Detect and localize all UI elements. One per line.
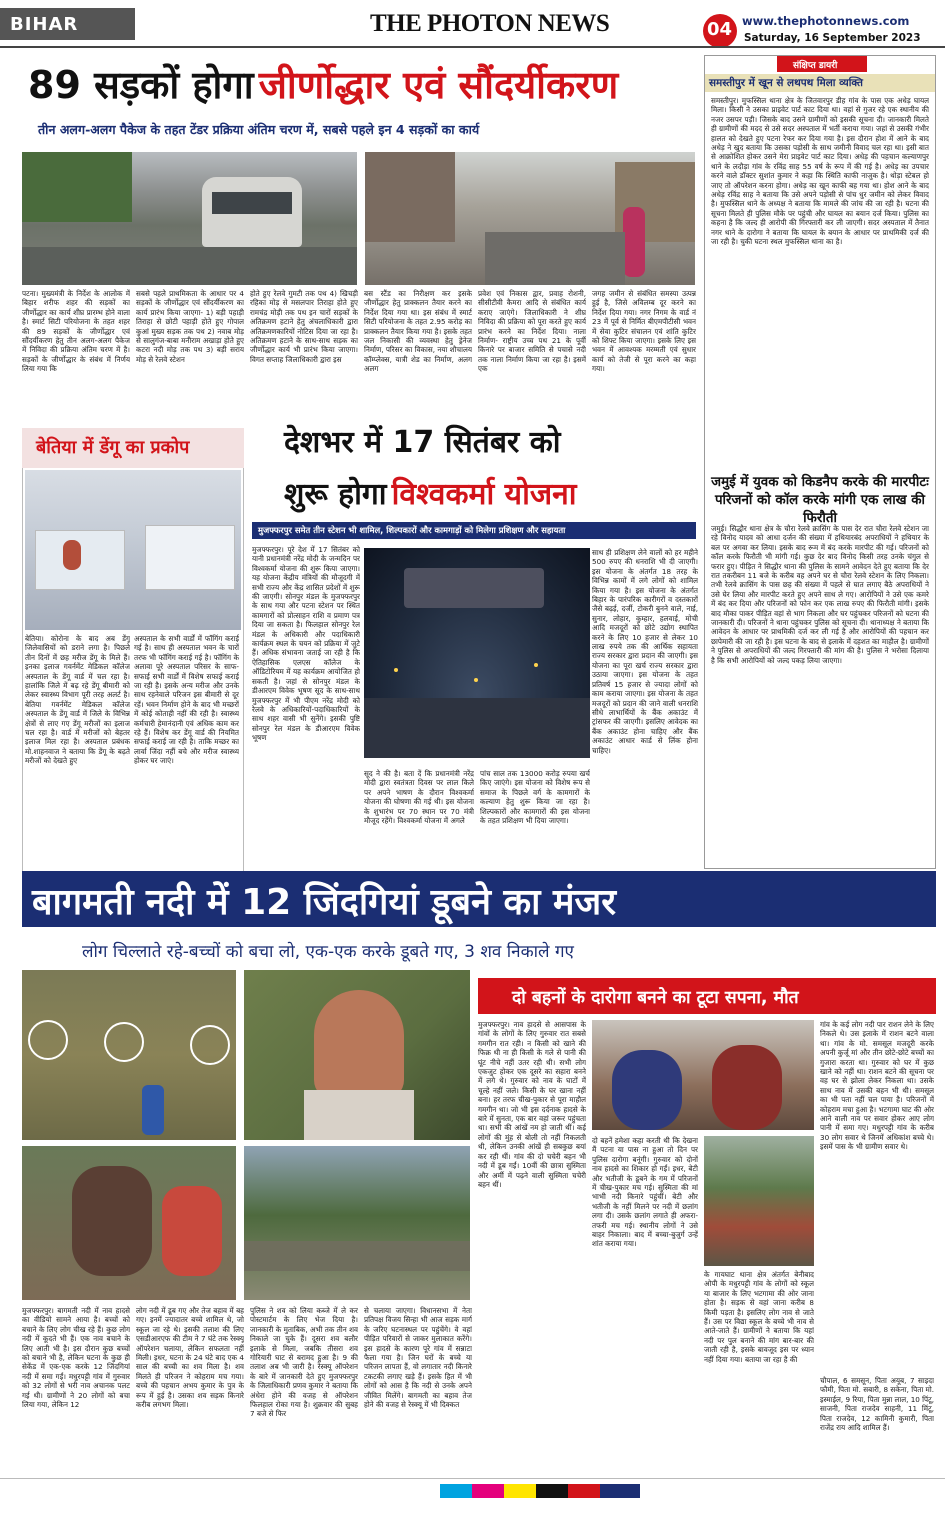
story2-photo-station <box>364 548 590 758</box>
story2-headline-black: शुरू होगा <box>284 477 387 512</box>
sidebar-head1: समस्तीपुर में खून से लथपथ मिला व्यक्ति <box>709 77 863 89</box>
story1-headline-black: 89 सड़कों होगा <box>28 63 254 107</box>
story3-subhead: लोग चिल्लाते रहे-बच्चों को बचा लो, एक-एक करके डूबते गए, 3 शव निकाले गए <box>82 942 574 962</box>
story3-photo-crowd <box>244 1146 470 1300</box>
sidebar-text1: समस्तीपुर। मुफस्सिल थाना क्षेत्र के जितवारपुर डीह गांव के पास एक अधेड़ घायल मिला। किसी ने उसका प्राइवेट पार्ट काट दिया था। वहां से गुजर रहे एक स्थानीय की नजर उसपर पड़ी। जिसके बाद उसने ग्रामीणों को इसकी सूचना दी। जानकारी मिलते ही ग्रामीणों की मदद से उसे सदर अस्पताल में भर्ती कराया गया। जहां से उसकी गंभीर हालत को देखते हुए पटना रेफर कर दिया गया है। इस दौरान होश में आने के बाद अधेड़ ने खुद बताया कि उसका पड़ोसी के साथ जमीनी विवाद चल रहा था। इसी बात से आक्रोशित होकर उसने मेरा प्राइवेट पार्ट काट दिया। अधेड़ की पहचान कल्याणपुर थाने के लदौड़ा गांव के रविंद्र साह 55 वर्ष के रूप में की गई है। अधेड़ का उपचार करने वाले डॉक्टर सुशांत कुमार ने कहा कि स्थिति काफी नाजुक है। थोड़ा स्टेबल हो जाए तो ऑपरेशन करना होगा। अधेड़ का खून काफी बह गया था। होश आने के बाद अधेड़ रविंद्र साह ने बताया कि उसे अपने पड़ोसी से पांच धुर जमीन को लेकर विवाद है। मुफस्सिल थाने के अध्यक्ष ने बताया कि मामले की जांच की जा रही है। घटना की सूचना मिलते ही पुलिस मौके पर पहुंची और घायल का बयान दर्ज किया। पुलिस का कहना है कि जल्द ही आरोपी की गिरफ्तारी कर ली जाएगी। सदर अस्पताल में तैनात नगर थाने के दारोगा ने बताया कि घायल के बयान के आधार पर प्राथमिकी दर्ज की जा रही है। चुकी घटना स्थल मुफस्सिल थाना का है। <box>711 96 929 247</box>
story4-photo-relatives <box>592 1020 814 1130</box>
story1-subhead: तीन अलग-अलग पैकेज के तहत टेंडर प्रक्रिया अंतिम चरण में, सबसे पहले इन 4 सड़कों का कार्य <box>38 122 480 137</box>
dengue-headline: बेतिया में डेंगू का प्रकोप <box>36 437 190 458</box>
story2-headline-line1: देशभर में 17 सितंबर को <box>284 425 561 460</box>
site-url[interactable]: www.thephotonnews.com <box>742 14 910 28</box>
story3-headline: बागमती नदी में 12 जिंदगियां डूबने का मंजर <box>32 882 616 923</box>
story4-headline: दो बहनों के दारोगा बनने का टूटा सपना, मौत <box>512 988 799 1008</box>
story1-col2: सबसे पहले प्राथमिकता के आधार पर 4 सड़कों के जीर्णोद्धार एवं सौंदर्यीकरण का कार्य प्रारंभ किया जाएगा- 1) बड़ी पहाड़ी तिराहा से छोटी पहाड़ी होते हुए गोपाल कुआं मुख्य सड़क तक पथ 2) नवाब मोड़ से सालुगंज-बाबा मनीराम अखाड़ा होते हुए कटरा नदी मोड़ तक पथ 3) बड़ी सराय मोड़ से रेलवे स्टेशन <box>136 289 244 364</box>
story3-col1: मुजफ्फरपुर। बागमती नदी में नाव हादसे का वीडियो सामने आया है। बच्चों को बचाने के लिए लोग चीख रहे हैं। कुछ लोग नदी में कूदते भी हैं। एक नाव बचाने के लिए आती भी है। इस दौरान कुछ बच्चों को बचाने भी है, लेकिन घटना के कुछ ही सेकेंड में एक-एक करके 12 जिंदगियां नदी में समा गईं। मधुरपट्टी गांव में गुरुवार को 32 लोगों से भरी नाव अचानक पलट गई थी। ग्रामीणों ने 20 लोगों को बचा लिया गया, लेकिन 12 <box>22 1306 130 1410</box>
dengue-col1: बेतिया। कोरोना के बाद अब डेंगू जिलेवासियों को डराने लगा है। पिछले तीन दिनों में छह मरीज डेंगू के मिले हैं। इनका इलाज गवर्नमेंट मेडिकल कॉलेज अस्पताल के डेंगू वार्ड में चल रहा है। हालांकि जिले में बढ़ रहे डेंगू बीमारी को लेकर स्वास्थ्य विभाग पूरी तरह अलर्ट है। बेतिया गवर्नमेंट मेडिकल कॉलेज अस्पताल के डेंगू वार्ड में जिले के विभिन्न क्षेत्रों से लाए गए डेंगू मरीजों का इलाज चल रहा है। वार्ड में मरीजों को बेहतर इलाज मिल रहा है। अस्पताल प्रबंधक मो.शाहनवाज ने बताया कि डेंगू के बढ़ते मरीजों को देखते हुए <box>25 634 130 766</box>
sidebar <box>704 55 936 869</box>
story2-headline-red: विश्वकर्मा योजना <box>391 477 577 512</box>
story3-photo-river <box>22 970 236 1140</box>
story2-col3: पांच साल तक 13000 करोड़ रुपया खर्च किए जाएंगे। इस योजना को विशेष रूप से समाज के पिछले वर्ग के कामगारों के कल्याण हेतु शुरू किया जा रहा है। शिल्पकारों और कामगारों की इस योजना के तहत प्रशिक्षण भी दिया जाएगा। <box>480 769 590 826</box>
masthead-rule <box>0 46 945 48</box>
story4-col4: गांव के कई लोग नदी पार राशन लेने के लिए निकले थे। उस इलाके में राशन बटने वाला था। गांव के मो. समसूल मजदूरी करके अपनी कुर्जू मां और तीन छोटे-छोटे बच्चों का गुजारा करता था। गुरुवार को घर में कुछ खाने को नहीं था। राशन बटने की सूचना पर वह घर से झोला लेकर निकला था। उसके साथ नाव में उसकी बहन भी थी। समसूल का भी पता नहीं चल पाया है। परिजनों में कोहराम मचा हुआ है। भटगामा घाट की ओर आने वाली नाव पर सवार होकर आए लोग पानी में समा गए। मधुरपट्टी गांव के करीब 30 लोग सवार थे जिनमें अधिकांश बच्चे थे। इसमें पास के भी ग्रामीण सवार थे। <box>820 1020 934 1152</box>
dengue-photo-ward <box>25 470 241 630</box>
section-tag-label: BIHAR <box>10 14 79 35</box>
page-number: 04 <box>707 19 733 40</box>
story3-photo-mourner <box>244 970 470 1140</box>
story4-col2: दो बहनें हमेशा कहा करती थी कि देखना मैं पटना या पास ना हुआ तो दिन पर पुलिस दारोगा बनूंगी। गुरुवार को दोनों नाव हादसे का शिकार हो गईं। इधर, बेटी और भतीजी के डूबने के गम में परिजनों में चीख-पुकार मच गई। सुस्मिता की मां भाभी नदी किनारे पहुंचीं। बेटी और भतीजी के नहीं मिलने पर नदी में छलांग लगा दी। उसके छलांग लगाते ही अफरा-तफरी मच गई। स्थानीय लोगों ने उसे बाहर निकाला। बाद में बच्चा-बुजुर्ग उन्हें शांत कराया गया। <box>592 1136 698 1249</box>
footer-rule <box>0 1478 945 1479</box>
story1-photo-street <box>365 152 695 285</box>
story3-col4: से चलाया जाएगा। विधानसभा में नेता प्रतिपक्ष विजय सिन्हा भी आज सड़क मार्ग के जरिए घटनास्थल पर पहुंचेंगे। वे वहां पीड़ित परिवारों से जाकर मुलाकात करेंगे। इस हादसे के कारण पूरे गांव में सन्नाटा फैला गया है। जिन घरों के बच्चे या परिजन लापता हैं, वो लगातार नदी किनारे टकटकी लगाए खड़े हैं। इसके हित में भी लोगों को आस है कि नदी से उनके अपने जीवित मिलेंगे। बागमती का बहाव तेज होने की वजह से रेस्क्यू में भी दिक्कत <box>364 1306 472 1410</box>
sidebar-tag-label: संक्षिप्त डायरी <box>793 61 838 71</box>
print-color-bar <box>440 1484 640 1498</box>
paper-name: THE PHOTON NEWS <box>370 10 610 37</box>
story2-subhead: मुजफ्फरपुर समेत तीन स्टेशन भी शामिल, शिल्पकारों और कामगाड़ों को मिलेगा प्रशिक्षण और सहायता <box>258 525 566 535</box>
story1-col6: जगह जमीन से संबंधित समस्या उत्पन्न हुई है, जिसे अविलम्ब दूर करने का निर्देश दिया गया। नगर निगम के वार्ड नं 23 में पूर्व से निर्मित बीएमपीटीसी भवन में सेवा कुटिर संचालन एवं शांति कुटिर को शिफ्ट किया जाएगा। इसके लिए इस भवन में आवश्यक मरम्मती एवं सुधार कार्य को तेजी से पूरा करने का कहा गया। <box>592 289 696 374</box>
story4-list: चौपाल, 6 समसून, पिता अयूब, 7 साइदा फौमी, पिता मो. सबारी, 8 सकेना, पिता मो. इस्माईल, 9 रिया, पिता मुन्ना लाल, 10 पिंटू, साजनी, पिता राजदेव साहनी, 11 मिंटू, पिता राजदेव, 12 कामिनी कुमारी, पिता राजेंद्र राय आदि शामिल हैं। <box>820 1376 934 1433</box>
story3-col2: लोग नदी में डूब गए और तेज बहाव में बह गए। इनमें ज्यादातर बच्चे शामिल थे, जो स्कूल जा रहे थे। इसकी तलाश की लिए एसडीआरएफ की टीम ने 7 घंटे तक रेस्क्यू ऑपरेशन चलाया, लेकिन सफलता नहीं मिली। इधर, घटना के 24 घंटे बाद एक 4 साल की बच्ची का शव मिला है। शव मिलते ही परिजन ने कोहराम मच गया। बच्चे की पहचान अभय कुमार के पुत्र के रूप में हुई है। उसका शव सड़क किनारे करीब लगभग मिला। <box>136 1306 244 1410</box>
story1-headline-red: जीर्णोद्धार एवं सौंदर्यीकरण <box>258 63 619 107</box>
section-tag <box>0 8 135 40</box>
story2-headline-line2 <box>284 472 577 514</box>
story3-col3: पुलिस ने शव को लिया कब्जे में ले कर पोस्टमार्टम के लिए भेज दिया है। जानकारी के मुताबिक, अभी तक तीन शव निकाले जा चुके हैं। दूसरा शव बलौर इलाके से मिला, जबकि तीसरा शव गोरियारी घाट से बरामद हुआ है। 9 की तलाश अब भी जारी है। रेस्क्यू ऑपरेशन के बारे में जानकारी देते हुए मुजफ्फरपुर के जिलाधिकारी प्रणव कुमार ने बताया कि अंधेरा होने की वजह से ऑपरेशन फिलहाल रोका गया है। शुक्रवार की सुबह 7 बजे से फिर <box>250 1306 358 1419</box>
story2-col1: मुजफ्फरपुर। पूरे देश में 17 सितंबर को यानी प्रधानमंत्री नरेंद्र मोदी के जन्मदिन पर विश्वकर्मा योजना की शुरू किया जाएगा। यह योजना केंद्रीय मंत्रियों की मौजूदगी में सभी राज्य और केंद्र शासित प्रदेशों में शुरू की जाएगी। सोनपुर मंडल के मुजफ्फरपुर के साथ गया और पटना स्टेशन पर स्थित कामगारों को प्रोत्साहन राशि व प्रमाण पत्र दिया जा सकता है। फिलहाल सोनपुर रेल मंडल के अधिकारी और पदाधिकारी कार्यक्रम स्थल के चयन को प्रक्रिया में जुटे हैं। अधिक संभावना जताई जा रही है कि ऐतिहासिक एलएस कॉलेज के ऑडिटोरियम में यह कार्यक्रम आयोजित हो सकती है। जहां से सोनपुर मंडल के डीआरएम विवेक भूषण सूद के साथ-साथ मुजफ्फरपुर में भी पीएम नरेंद्र मोदी को रेलवे के अधिकारियों-पदाधिकारियों के साथ शहर वासी भी सुनेंगे। इसकी पुष्टि सोनपुर रेल मंडल के डीआरएम विवेक भूषण <box>252 545 360 743</box>
story1-col1: पटना। मुख्यमंत्री के निर्देश के आलोक में बिहार शरीफ शहर की सड़कों का जीर्णोद्धार का कार्य शीघ्र प्रारम्भ होने वाला है। स्मार्ट सिटी परियोजना के तहत शहर की 89 सड़कों के जीर्णोद्धार एवं सौंदर्यीकरण हेतु तीन अलग-अलग पैकेज में निविदा की प्रक्रिया अंतिम चरण में है। सड़कों के जीर्णोद्धार के संबंध में निर्णय लिया गया कि <box>22 289 130 374</box>
story4-photo-villagers <box>704 1136 814 1266</box>
issue-date: Saturday, 16 September 2023 <box>744 32 921 44</box>
story1-col4: बस स्टैंड का निरीक्षण कर इसके जीर्णोद्धार हेतु प्राक्कलन तैयार करने का निर्देश दिया गया था। इस संबंध में स्मार्ट सिटी परियोजना के तहत 2.95 करोड़ का प्राक्कलन तैयार किया गया है। इसके तहत जल निकासी की व्यवस्था हेतु ड्रेनेज निर्माण, परिसर का विकास, नया शौचालय कॉम्प्लेक्स, यात्री शेड का निर्माण, अलग अलग <box>364 289 472 374</box>
story4-col3: के गायघाट थाना क्षेत्र अंतर्गत बेनीबाद ओपी के मधुरपट्टी गांव के लोगों को स्कूल या बाजार के लिए भटगामा की ओर जाना होता है। सड़क से वहां जाना करीब 8 किमी पड़ता है। इसलिए लोग नाव से जाते हैं। उस पर विद्या स्कूल के बच्चे भी नाव से आते-जाते हैं। ग्रामीणों ने बताया कि यहां नदी पर पुल बनाने की मांग बार-बार की जाती रही है, इसके बावजूद इस पर ध्यान नहीं दिया गया। बताया जा रहा है की <box>704 1270 814 1364</box>
story1-col5: प्रवेश एवं निकास द्वार, प्रवाह रोशनी, सीसीटीवी कैमरा आदि से संबंधित कार्य कराए जाएंगे। जिलाधिकारी ने शीघ्र निविदा की प्रक्रिया को पूरा करते हुए कार्य प्रारंभ करने का निर्देश दिया। नाला निर्माण- राष्ट्रीय उच्च पथ 21 के पूर्वी किनारे पर बाजार समिति से पचासे नदी तक नाला निर्माण किया जा रहा है। इसमें एक <box>478 289 586 374</box>
sidebar-head2: जमुई में युवक को किडनैप करके की मारपीटः परिजनों को कॉल करके मांगी एक लाख की फिरौती <box>711 475 929 526</box>
sidebar-text2: जमुई। सिद्धौर थाना क्षेत्र के चौरा रेलवे क्रासिंग के पास देर रात चौरा रेलवे स्टेशन जा रहे विनोद यादव को आधा दर्जन की संख्या में हथियारबंद अपराधियों ने हथियार के बल पर अगवा कर लिया। इसके बाद रूम में बंद करके मारपीट की गई। परिजनों को कॉल करके फिरौती भी मांगी गई। कुछ देर बाद विनोद किसी तरह उनके चंगुल से फरार हुए। पीड़ित ने सिद्धौर थाना की पुलिस के सामने आवेदन देते हुए बताया कि देर रात तकरीबन 11 बजे के करीब वह अपने घर से चौरा रेलवे स्टेशन के लिए निकला। तभी रेलवे क्रासिंग के पास छह की संख्या में पहले से घात लगाए बैठे अपराधियों ने उसे घेर लिया और मारपीट करते हुए अपने साथ ले गए। आरोपियों ने उसे एक कमरे में बंद कर दिया और परिजनों को फोन कर एक लाख रुपए की फिरौती मांगी। इसके बाद मौका पाकर पीड़ित वहां से भाग निकला और घर पहुंचकर परिजनों को घटना की जानकारी दी। परिजनों ने थाना पहुंचकर पुलिस को सूचना दी। थानाध्यक्ष ने बताया कि आवेदन के आधार पर प्राथमिकी दर्ज कर ली गई है और आरोपियों की पहचान कर छापेमारी की जा रही है। इस घटना के बाद से इलाके में दहशत का माहौल है। ग्रामीणों ने पुलिस से अपराधियों की जल्द गिरफ्तारी की मांग की है। पुलिस ने भरोसा दिलाया है कि सभी आरोपियों को जल्द पकड़ लिया जाएगा। <box>711 524 929 665</box>
story1-col3: होते हुए रेलवे गुमटी तक पथ 4) खिचड़ी रहिका मोड़ से मसलपार तिराहा होते हुए रामचंद्र मोड़ी तक पथ इन चारों सड़कों के अतिक्रमण हटाने हेतु अंचलाधिकारी द्वारा अतिक्रमणकारियों नोटिस दिया जा रहा है। अतिक्रमण हटाने के साथ-साथ सड़क का जीर्णोद्धार कार्य भी प्रारंभ किया जाएगा। विगत सप्ताह जिलाधिकारी द्वारा इस <box>250 289 358 364</box>
story2-col2: सूद ने की है। बता दें कि प्रधानमंत्री नरेंद्र मोदी द्वारा स्वतंत्रता दिवस पर लाल किले पर अपने भाषण के दौरान विश्वकर्मा योजना की घोषणा की गई थी। इस योजना के शुभारंभ पर 70 स्थान पर 70 मंत्री मौजूद रहेंगे। विश्वकर्मा योजना में अगले <box>364 769 474 826</box>
story3-photo-women <box>22 1146 236 1300</box>
dengue-col2: अस्पताल के सभी वार्डों में फॉगिंग कराई गई है। साथ ही अस्पताल भवन के चारों तरफ भी फॉगिंग कराई गई है। फॉगिंग के अलावा पूरे अस्पताल परिसर के साफ-सफाई सभी वार्डों में विशेष सफाई कराई जा रही है। इसके अन्य मरीज और उनके साथ रहनेवाले परिजन इस बीमारी से दूर रहें। भवन निर्माण होने के बाद भी मच्छरों में कोई कोताही नहीं की रही है। स्वास्थ्य कर्मचारी हेमानंदानी एवं अधिक काम कर रहे हैं। विशेष कर डेंगू वार्ड की नियमित सफाई कराई जा रही है। ताकि मच्छर का लार्वा जिंदा नहीं बचे और मरीज स्वास्थ्य होकर घर जाएं। <box>134 634 239 766</box>
story1-photo-road <box>22 152 357 285</box>
story2-col4: साथ ही प्रशिक्षण लेने वालों को हर महीने 500 रुपए की धनराशि भी दी जाएगी। इस योजना के अंतर्गत 18 तरह के विभिन्न कामों में लगे लोगों को शामिल किया गया है। इस योजना के अंतर्गत बिहार के पारंपरिक कारीगरों व दस्तकारों जैसे बढ़ई, दर्जी, टोकरी बुनने वाले, नाई, सुनार, लोहार, कुम्हार, हलवाई, मोची आदि मजदूरों को छोटे उद्योग स्थापित करने के लिए 10 हजार से लेकर 10 लाख रुपये तक की आर्थिक सहायता राज्य सरकार द्वारा प्रदान की जाएगी। इस योजना का पूरा खर्च राज्य सरकार द्वारा उठाया जाएगा। इस योजना के तहत प्रतिवर्ष 15 हजार से ज्यादा लोगों को काम कराया जाएगा। इस योजना के तहत मजदूरों को प्रदान की जाने वाली धनराशि सीधे लाभार्थियों के बैंक अकाउंट में ट्रांसफर की जाएगी। इसलिए आवेदक का बैंक अकाउंट होना चाहिए और बैंक अकाउंट आधार कार्ड से लिंक होना चाहिए। <box>592 548 698 755</box>
story4-col1: मुजफ्फरपुर। नाव हादसे से आसपास के गांवों के लोगों के लिए गुरुवार रात सबसे गमगीन रात रही। न किसी को खाने की फिक्र थी ना ही किसी के गले से पानी की घूंट नीचे नहीं उतर रही थी। सभी लोग एकजुट होकर एक दूसरे का सहारा बनने में लगे थे। गुरुवार को नाव के घाटों में चूल्हे नहीं जले। किसी के घर खाना नहीं बना। हर तरफ चीख-पुकार से पूरा माहौल गमगीन था। जो भी इस दर्दनाक हादसे के बारे में सुनता, एक बार वहां जरूर पहुंचता था। सभी की आंखें नम हो जाती थीं। कई लोगों की मुंह से बोली तो नहीं निकलती थी, लेकिन उनकी आंखें ही सबकुछ बयां कर रही थीं। गांव की दो चचेरी बहन भी नदी में डूब गईं। 10वीं की छात्रा सुस्मिता और अर्मी में पढ़ने वाली सुस्मिता चचेरी बहन थीं। <box>478 1020 586 1189</box>
story1-headline <box>28 58 698 112</box>
